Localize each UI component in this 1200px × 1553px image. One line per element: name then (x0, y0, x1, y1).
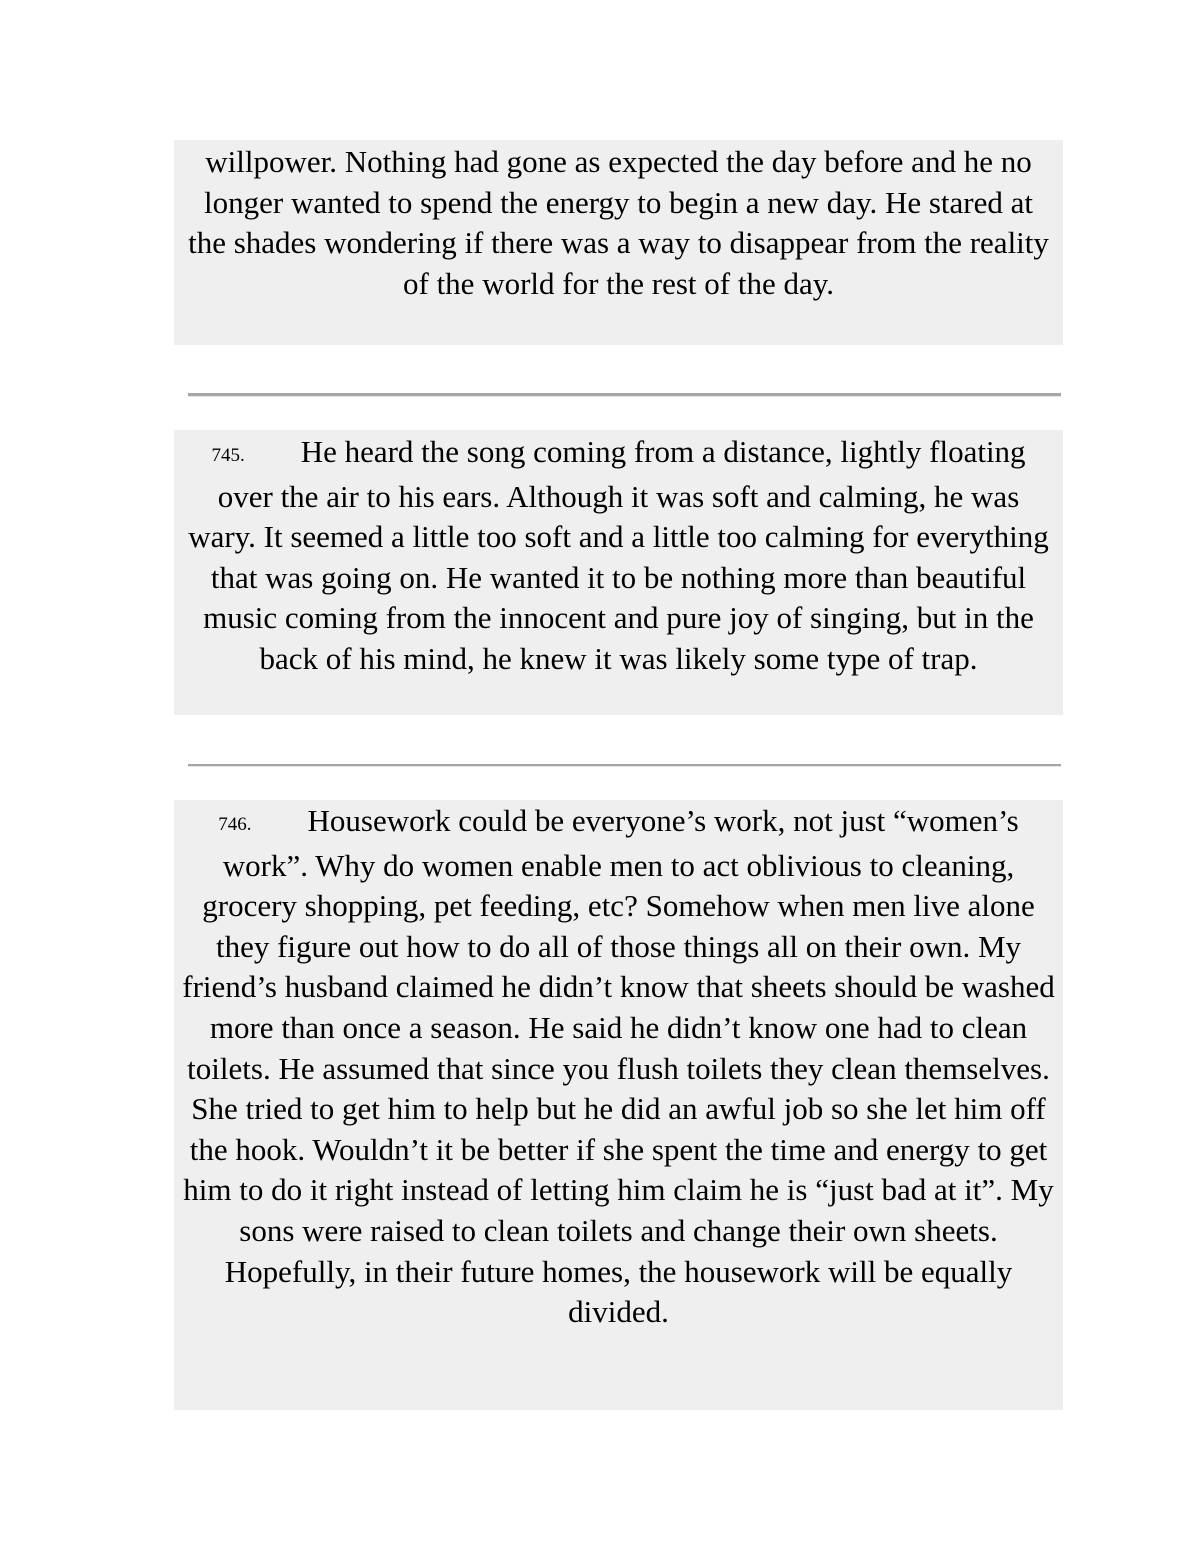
entry-number: 745. (211, 445, 245, 466)
entry-744-continuation (174, 140, 1063, 345)
horizontal-divider (188, 393, 1061, 397)
horizontal-divider (188, 764, 1061, 767)
entry-745 (174, 430, 1063, 715)
entry-paragraph (182, 801, 1055, 1333)
entry-paragraph (182, 432, 1055, 680)
entry-text: Housework could be everyone’s work, not just “women’s work”. Why do women enable men to act oblivious to cleaning, grocery shopping, pet feeding, etc? Somehow when men live alone they figure out how to do all of those things all on their own. My friend’s husband claimed he didn’t know that sheets should be washed more than once a season. He said he didn’t know one had to clean toilets. He assumed that since you flush toilets they clean themselves. She tried to get him to help but he did an awful job so she let him off the hook. Wouldn’t it be better if she spent the time and energy to get him to do it right instead of letting him claim he is “just bad at it”. My sons were raised to clean toilets and change their own sheets. Hopefully, in their future homes, the housework will be equally divided. (182, 803, 1055, 1330)
entry-number: 746. (218, 814, 252, 835)
entry-text: He heard the song coming from a distance, lightly floating over the air to his ears. Although it was soft and calming, he was wary. It seemed a little too soft and a little too calming for everything that was going on. He wanted it to be nothing more than beautiful music coming from the innocent and pure joy of singing, but in the back of his mind, he knew it was likely some type of trap. (188, 434, 1049, 676)
entry-text: willpower. Nothing had gone as expected the day before and he no longer wanted to spend the energy to begin a new day. He stared at the shades wondering if there was a way to disappear from the reality of the world for the rest of the day. (188, 144, 1049, 301)
entry-746 (174, 800, 1063, 1410)
